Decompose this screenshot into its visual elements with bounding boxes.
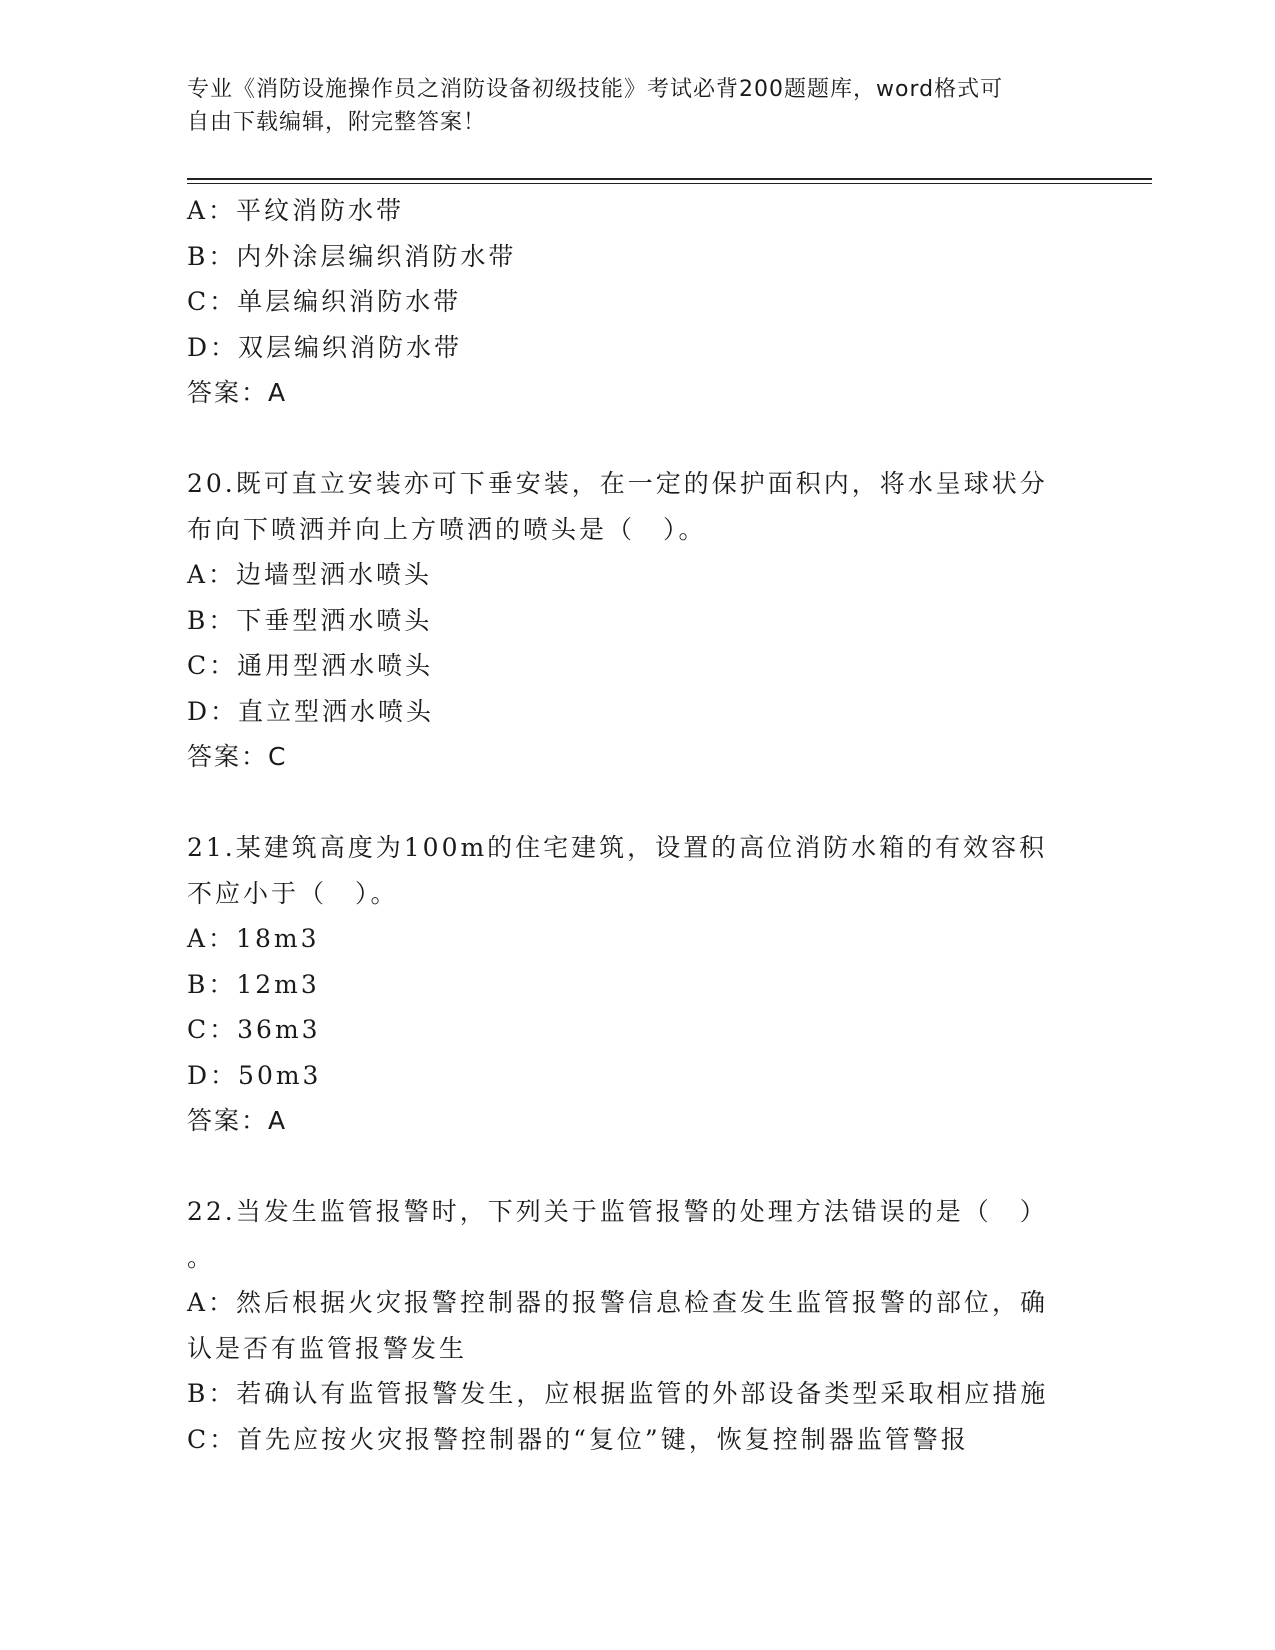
answer-label: 答案：A: [187, 1106, 288, 1135]
question-stem-line-1: 21.某建筑高度为100m的住宅建筑，设置的高位消防水箱的有效容积: [187, 833, 1048, 862]
question-list: [187, 188, 1077, 1462]
option-a: A：平纹消防水带: [187, 196, 405, 225]
option-c: C：通用型洒水喷头: [187, 651, 434, 680]
option-b: B：若确认有监管报警发生，应根据监管的外部设备类型采取相应措施: [187, 1379, 1049, 1408]
answer-label: 答案：C: [187, 742, 288, 771]
question-stem-line-2: 布向下喷洒并向上方喷洒的喷头是（ ）。: [187, 514, 707, 544]
option-c: C：首先应按火灾报警控制器的“复位”键，恢复控制器监管警报: [187, 1424, 969, 1454]
header-divider-thick: [187, 178, 1152, 180]
option-d: D：双层编织消防水带: [187, 332, 463, 362]
header-line-1: 专业《消防设施操作员之消防设备初级技能》考试必背200题题库，word格式可: [187, 77, 1004, 102]
question-22: [187, 1189, 1077, 1462]
document-header: [187, 73, 1067, 139]
question-19: [187, 188, 1077, 416]
option-a: A：18m3: [187, 924, 320, 953]
option-a-line-2: 认是否有监管报警发生: [187, 1333, 468, 1363]
option-a-line-1: A：然后根据火灾报警控制器的报警信息检查发生监管报警的部位，确: [187, 1288, 1049, 1317]
option-b: B：12m3: [187, 969, 320, 999]
header-divider-thin: [187, 183, 1152, 184]
option-a: A：边墙型洒水喷头: [187, 560, 433, 589]
question-stem-line-1: 20.既可直立安装亦可下垂安装，在一定的保护面积内，将水呈球状分: [187, 469, 1048, 498]
question-20: [187, 461, 1077, 780]
option-d: D：直立型洒水喷头: [187, 696, 435, 726]
header-line-2: 自由下载编辑，附完整答案！: [187, 110, 487, 135]
question-stem-line-1: 22.当发生监管报警时，下列关于监管报警的处理方法错误的是（ ）: [187, 1197, 1048, 1226]
question-stem-line-2: 。: [187, 1242, 216, 1272]
option-b: B：下垂型洒水喷头: [187, 605, 433, 635]
option-d: D：50m3: [187, 1060, 322, 1090]
option-b: B：内外涂层编织消防水带: [187, 241, 517, 271]
option-c: C：36m3: [187, 1015, 321, 1044]
question-21: [187, 825, 1077, 1144]
question-stem-line-2: 不应小于（ ）。: [187, 878, 399, 908]
option-c: C：单层编织消防水带: [187, 287, 462, 316]
answer-label: 答案：A: [187, 378, 288, 407]
